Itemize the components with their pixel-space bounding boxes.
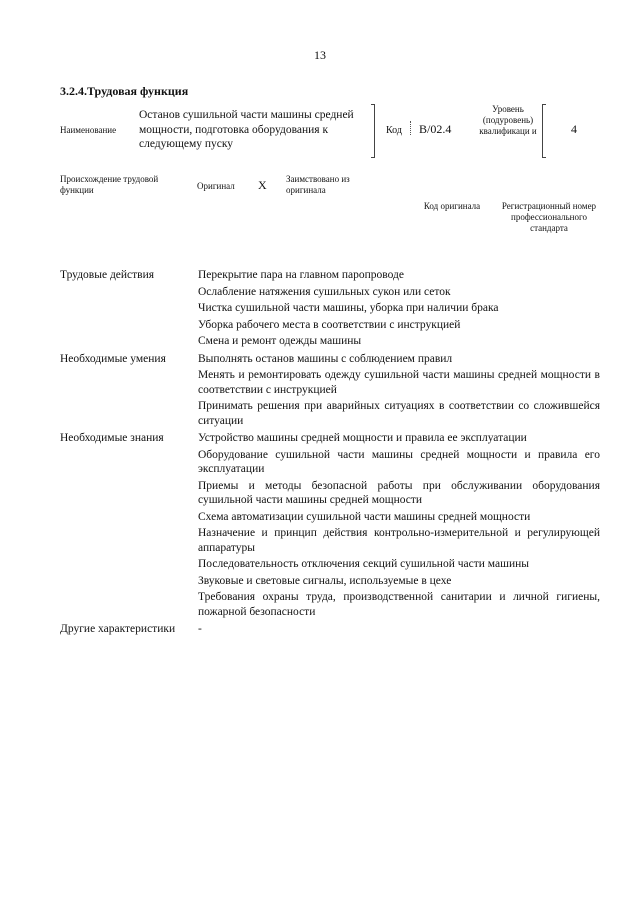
- row-heading: Необходимые умения: [60, 352, 166, 365]
- list-item: Оборудование сушильной части машины средней мощности и правила его эксплуатации: [198, 448, 600, 475]
- code-original-label: Код оригинала: [423, 201, 481, 211]
- name-bracket: [371, 104, 375, 158]
- list-item: Приемы и методы безопасной работы при обслуживании оборудования сушильной части машины средней мощности: [198, 479, 600, 506]
- list-item: Требования охраны труда, производственной санитарии и личной гигиены, пожарной безопасности: [198, 591, 600, 618]
- list-item: Чистка сушильной части машины, уборка при наличии брака: [198, 302, 499, 314]
- code-label: Код: [386, 125, 402, 136]
- code-divider: [410, 121, 412, 135]
- list-item: Ослабление натяжения сушильных сукон или сеток: [198, 285, 451, 298]
- reg-number-label: Регистрационный номер профессионального стандарта: [501, 201, 597, 233]
- name-label: Наименование: [60, 125, 117, 135]
- list-item: -: [198, 623, 202, 635]
- function-details: [60, 268, 600, 640]
- level-label: Уровень (подуровень) квалификаци и: [479, 104, 537, 136]
- list-item: Уборка рабочего места в соответствии с инструкцией: [198, 318, 461, 331]
- row-heading: Трудовые действия: [60, 269, 155, 281]
- list-item: Менять и ремонтировать одежду сушильной части машины средней мощности в соответствии с инструкцией: [198, 369, 600, 396]
- row-heading: Необходимые знания: [60, 432, 164, 444]
- level-bracket: [542, 104, 546, 158]
- function-name: Останов сушильной части машины средней мощности, подготовка оборудования к следующему пуску: [139, 109, 354, 150]
- list-item: Назначение и принцип действия контрольно-измерительной и регулирующей аппаратуры: [198, 527, 600, 554]
- list-item: Последовательность отключения секций сушильной части машины: [198, 558, 529, 570]
- list-item: Принимать решения при аварийных ситуациях в соответствии со сложившейся ситуации: [198, 400, 600, 427]
- level-value: 4: [571, 122, 577, 136]
- knowledge-row: [60, 431, 600, 621]
- list-item: Звуковые и световые сигналы, используемые в цехе: [198, 574, 452, 587]
- page-number: 13: [314, 48, 326, 62]
- code-value: В/02.4: [419, 122, 452, 136]
- list-item: Выполнять останов машины с соблюдением правил: [198, 352, 453, 365]
- row-heading: Другие характеристики: [60, 623, 176, 635]
- list-item: Схема автоматизации сушильной части машины средней мощности: [198, 510, 531, 523]
- original-mark: X: [258, 178, 267, 192]
- other-characteristics-row: [60, 622, 600, 639]
- list-item: Смена и ремонт одежды машины: [198, 335, 362, 347]
- list-item: Перекрытие пара на главном паропроводе: [198, 269, 404, 281]
- labor-actions-row: [60, 268, 600, 351]
- list-item: Устройство машины средней мощности и правила ее эксплуатации: [198, 432, 527, 444]
- section-title: 3.2.4.Трудовая функция: [60, 84, 189, 98]
- original-label: Оригинал: [197, 181, 235, 191]
- origin-label: Происхождение трудовой функции: [60, 174, 159, 195]
- skills-row: [60, 352, 600, 431]
- borrowed-label: Заимствовано из оригинала: [286, 174, 350, 195]
